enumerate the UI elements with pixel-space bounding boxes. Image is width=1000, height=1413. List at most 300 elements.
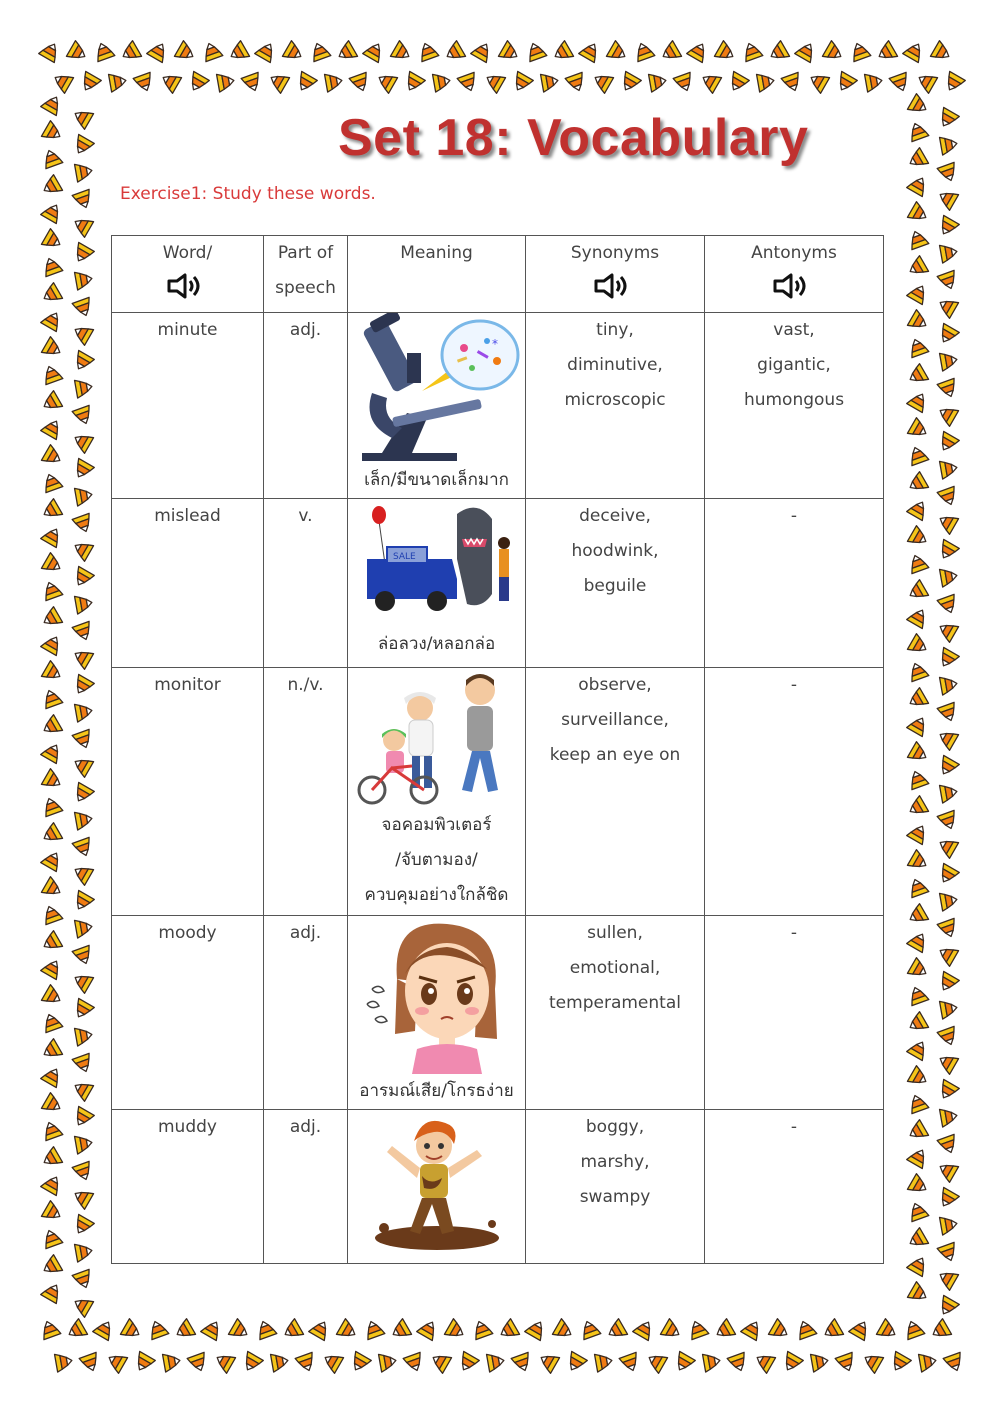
candy-corn-icon	[907, 498, 931, 521]
pos-cell	[264, 1110, 348, 1264]
candy-corn-icon	[781, 72, 803, 93]
candy-corn-icon	[907, 742, 930, 766]
candy-corn-icon	[40, 579, 62, 600]
table-row	[112, 1110, 884, 1264]
candy-corn-icon	[71, 350, 95, 373]
synonym: marshy,	[580, 1152, 650, 1172]
candy-corn-icon	[906, 552, 928, 573]
candy-corn-icon	[402, 71, 426, 94]
candy-corn-icon	[936, 863, 960, 886]
candy-corn-icon	[362, 1318, 384, 1339]
candy-corn-icon	[41, 957, 65, 980]
candy-corn-icon	[72, 405, 94, 426]
synonym: sullen,	[587, 923, 643, 943]
synonym: boggy,	[585, 1117, 645, 1137]
candy-corn-icon	[71, 1106, 95, 1129]
moody-girl-picture	[357, 919, 517, 1074]
candy-corn-icon	[105, 1350, 128, 1374]
synonym: observe,	[578, 675, 652, 695]
candy-corn-icon	[41, 1281, 65, 1304]
antonym: -	[790, 1117, 798, 1137]
candy-corn-icon	[40, 499, 63, 523]
candy-corn-icon	[470, 1318, 492, 1339]
candy-corn-icon	[71, 538, 94, 562]
candy-corn-icon	[66, 41, 89, 65]
candy-corn-icon	[40, 1039, 63, 1063]
candy-corn-icon	[714, 41, 737, 65]
candy-corn-icon	[75, 702, 94, 723]
exercise-instruction: Exercise1: Study these words.	[120, 184, 376, 204]
candy-corn-icon	[768, 1319, 791, 1343]
candy-corn-icon	[255, 40, 279, 63]
candy-corn-icon	[349, 72, 371, 93]
candy-corn-icon	[38, 1318, 60, 1339]
candy-corn-icon	[187, 1352, 209, 1373]
meaning-cell	[348, 499, 526, 668]
candy-corn-icon	[71, 1078, 94, 1102]
candy-corn-icon	[72, 189, 94, 210]
pos-cell	[264, 313, 348, 499]
candy-corn-icon	[940, 243, 959, 264]
candy-corn-icon	[849, 1318, 873, 1341]
svg-text:SALE: SALE	[392, 552, 416, 562]
candy-corn-icon	[767, 41, 790, 65]
candy-corn-icon	[936, 1159, 959, 1183]
candy-corn-icon	[524, 40, 546, 61]
candy-corn-icon	[936, 1051, 959, 1075]
microscope-picture	[352, 313, 522, 463]
candy-corn-icon	[93, 1318, 117, 1341]
synonym: microscopic	[564, 390, 666, 410]
candy-corn-icon	[41, 741, 65, 764]
candy-corn-icon	[907, 930, 931, 953]
candy-corn-icon	[595, 1352, 614, 1373]
header-meaning-label: Meaning	[400, 243, 473, 263]
candy-corn-icon	[649, 72, 668, 93]
candy-corn-icon	[564, 1351, 588, 1374]
candy-corn-icon	[429, 1350, 452, 1374]
candy-corn-icon	[240, 1351, 264, 1374]
word-cell	[112, 916, 264, 1110]
antonym: humongous	[743, 390, 845, 410]
candy-corn-icon	[907, 714, 931, 737]
candy-corn-icon	[267, 70, 290, 94]
candy-corn-icon	[79, 1352, 101, 1373]
candy-corn-icon	[65, 1319, 88, 1343]
candy-corn-icon	[336, 1319, 359, 1343]
pos-cell	[264, 668, 348, 916]
candy-corn-icon	[906, 796, 929, 820]
candy-corn-icon	[551, 41, 574, 65]
candy-corn-icon	[727, 1352, 749, 1373]
candy-corn-icon	[741, 1318, 765, 1341]
candy-corn-icon	[41, 1065, 65, 1088]
part-of-speech: n./v.	[287, 675, 324, 695]
candy-corn-icon	[51, 70, 74, 94]
candy-corn-icon	[510, 71, 534, 94]
candy-corn-icon	[578, 1318, 600, 1339]
candy-corn-icon	[41, 121, 64, 145]
synonym: temperamental	[549, 993, 681, 1013]
word-cell	[112, 313, 264, 499]
synonym: swampy	[579, 1187, 651, 1207]
candy-corn-icon	[672, 1351, 696, 1374]
candy-corn-icon	[537, 1350, 560, 1374]
synonym: beguile	[583, 576, 647, 596]
synonyms-cell	[526, 499, 705, 668]
candy-corn-icon	[40, 687, 62, 708]
candy-corn-icon	[936, 1267, 959, 1291]
candy-corn-icon	[389, 1319, 412, 1343]
candy-corn-icon	[41, 849, 65, 872]
candy-corn-icon	[907, 1038, 931, 1061]
candy-corn-icon	[902, 1318, 924, 1339]
candy-corn-icon	[72, 621, 94, 642]
candy-corn-icon	[321, 1350, 344, 1374]
candy-corn-icon	[903, 40, 927, 63]
candy-corn-icon	[795, 40, 819, 63]
candy-corn-icon	[71, 674, 95, 697]
candy-corn-icon	[794, 1318, 816, 1339]
candy-corn-icon	[907, 1146, 931, 1169]
candy-corn-icon	[40, 147, 62, 168]
candy-corn-icon	[936, 511, 959, 535]
candy-corn-icon	[159, 70, 182, 94]
candy-corn-icon	[41, 633, 65, 656]
candy-corn-icon	[940, 675, 959, 696]
table-row	[112, 499, 884, 668]
synonym: keep an eye on	[549, 745, 681, 765]
candy-corn-icon	[72, 837, 94, 858]
candy-corn-icon	[875, 41, 898, 65]
candy-corn-icon	[241, 72, 263, 93]
meaning-thai: ควบคุมอย่างใกล้ชิด	[364, 885, 509, 905]
word: moody	[158, 923, 217, 943]
candy-corn-icon	[907, 390, 931, 413]
candy-corn-icon	[565, 72, 587, 93]
candy-corn-icon	[41, 985, 64, 1009]
candy-corn-icon	[906, 336, 928, 357]
candy-corn-icon	[907, 202, 930, 226]
candy-corn-icon	[163, 1352, 182, 1373]
candy-corn-icon	[937, 594, 959, 615]
candy-corn-icon	[71, 1186, 94, 1210]
synonym: hoodwink,	[571, 541, 659, 561]
candy-corn-icon	[416, 40, 438, 61]
candy-corn-icon	[780, 1351, 804, 1374]
candy-corn-icon	[552, 1319, 575, 1343]
word: monitor	[154, 675, 221, 695]
candy-corn-icon	[403, 1352, 425, 1373]
candy-corn-icon	[929, 1319, 952, 1343]
candy-corn-icon	[41, 769, 64, 793]
candy-corn-icon	[907, 1254, 931, 1277]
candy-corn-icon	[606, 41, 629, 65]
header-antonyms-label: Antonyms	[751, 243, 837, 263]
candy-corn-icon	[71, 458, 95, 481]
candy-corn-icon	[71, 890, 95, 913]
header-synonyms	[526, 236, 705, 313]
candy-corn-icon	[72, 945, 94, 966]
candy-corn-icon	[41, 553, 64, 577]
candy-corn-icon	[78, 71, 102, 94]
candy-corn-icon	[906, 688, 929, 712]
candy-corn-icon	[936, 1079, 960, 1102]
speaker-icon[interactable]	[593, 273, 637, 299]
meaning-cell	[348, 916, 526, 1110]
candy-corn-icon	[605, 1319, 628, 1343]
candy-corn-icon	[525, 1318, 549, 1341]
candy-corn-icon	[40, 1255, 63, 1279]
candy-corn-icon	[41, 1201, 64, 1225]
candy-corn-icon	[822, 41, 845, 65]
candy-corn-icon	[907, 94, 930, 118]
candy-corn-icon	[713, 1319, 736, 1343]
word: mislead	[154, 506, 221, 526]
candy-corn-icon	[703, 1352, 722, 1373]
candy-corn-icon	[942, 71, 966, 94]
candy-corn-icon	[71, 134, 95, 157]
candy-corn-icon	[40, 1119, 62, 1140]
candy-corn-icon	[907, 822, 931, 845]
candy-corn-icon	[907, 174, 931, 197]
candy-corn-icon	[936, 107, 960, 130]
candy-corn-icon	[71, 782, 95, 805]
candy-corn-icon	[487, 1352, 506, 1373]
candy-corn-icon	[930, 41, 953, 65]
candy-corn-icon	[907, 1066, 930, 1090]
candy-corn-icon	[41, 337, 64, 361]
antonyms-cell	[705, 668, 884, 916]
candy-corn-icon	[41, 201, 65, 224]
candy-corn-icon	[936, 1295, 960, 1318]
candy-corn-icon	[940, 459, 959, 480]
candy-corn-icon	[618, 71, 642, 94]
candy-corn-icon	[811, 1352, 830, 1373]
candy-corn-icon	[40, 1147, 63, 1171]
candy-corn-icon	[294, 71, 318, 94]
candy-corn-icon	[906, 228, 928, 249]
candy-corn-icon	[146, 1318, 168, 1339]
candy-corn-icon	[40, 363, 62, 384]
candy-corn-icon	[72, 729, 94, 750]
candy-corn-icon	[325, 72, 344, 93]
synonyms-cell	[526, 916, 705, 1110]
candy-corn-icon	[660, 1319, 683, 1343]
candy-corn-icon	[865, 72, 884, 93]
candy-corn-icon	[906, 768, 928, 789]
candy-corn-icon	[907, 1282, 930, 1306]
candy-corn-icon	[888, 1351, 912, 1374]
speaker-icon[interactable]	[772, 273, 816, 299]
header-pos-line2: speech	[275, 278, 336, 298]
candy-corn-icon	[71, 754, 94, 778]
candy-corn-icon	[75, 810, 94, 831]
candy-corn-icon	[937, 378, 959, 399]
candy-corn-icon	[936, 539, 960, 562]
candy-corn-icon	[71, 862, 94, 886]
candy-corn-icon	[72, 297, 94, 318]
header-word	[112, 236, 264, 313]
candy-corn-icon	[75, 162, 94, 183]
candy-corn-icon	[40, 391, 63, 415]
candy-corn-icon	[726, 71, 750, 94]
candy-corn-icon	[659, 41, 682, 65]
pos-cell	[264, 916, 348, 1110]
candy-corn-icon	[335, 41, 358, 65]
candy-corn-icon	[308, 40, 330, 61]
candy-corn-icon	[876, 1319, 899, 1343]
table-row	[112, 668, 884, 916]
candy-corn-icon	[309, 1318, 333, 1341]
candy-corn-icon	[907, 850, 930, 874]
antonym: vast,	[773, 320, 815, 340]
candy-corn-icon	[757, 72, 776, 93]
speaker-icon[interactable]	[166, 273, 210, 299]
candy-corn-icon	[41, 417, 65, 440]
candy-corn-icon	[937, 1242, 959, 1263]
candy-corn-icon	[936, 619, 959, 643]
candy-corn-icon	[40, 471, 62, 492]
candy-corn-icon	[936, 323, 960, 346]
candy-corn-icon	[940, 1215, 959, 1236]
candy-corn-icon	[40, 903, 62, 924]
candy-corn-icon	[75, 918, 94, 939]
candy-corn-icon	[937, 702, 959, 723]
vocabulary-table	[111, 235, 884, 1264]
candy-corn-icon	[835, 1352, 857, 1373]
candy-corn-icon	[75, 378, 94, 399]
candy-corn-icon	[907, 606, 931, 629]
candy-corn-icon	[39, 40, 63, 63]
candy-corn-icon	[132, 1351, 156, 1374]
header-pos-line1: Part of	[277, 243, 334, 263]
candy-corn-icon	[907, 526, 930, 550]
candy-corn-icon	[511, 1352, 533, 1373]
meaning-thai: อารมณ์เสีย/โกรธง่าย	[359, 1081, 514, 1101]
candy-corn-icon	[200, 40, 222, 61]
candy-corn-icon	[40, 1227, 62, 1248]
meaning-thai: ล่อลวง/หลอกล่อ	[377, 634, 496, 654]
word-cell	[112, 499, 264, 668]
candy-corn-icon	[848, 40, 870, 61]
candy-corn-icon	[940, 567, 959, 588]
candy-corn-icon	[41, 445, 64, 469]
candy-corn-icon	[906, 1200, 928, 1221]
candy-corn-icon	[282, 41, 305, 65]
part-of-speech: v.	[298, 506, 313, 526]
candy-corn-icon	[75, 1242, 94, 1263]
antonyms-cell	[705, 1110, 884, 1264]
candy-corn-icon	[834, 71, 858, 94]
candy-corn-icon	[915, 70, 938, 94]
candy-corn-icon	[753, 1350, 776, 1374]
pos-cell	[264, 499, 348, 668]
candy-corn-icon	[907, 310, 930, 334]
candy-corn-icon	[40, 175, 63, 199]
synonyms-cell	[526, 313, 705, 499]
candy-corn-icon	[906, 876, 928, 897]
candy-corn-icon	[363, 40, 387, 63]
candy-corn-icon	[632, 40, 654, 61]
candy-corn-icon	[227, 41, 250, 65]
truck-shark-picture	[357, 499, 517, 627]
header-synonyms-label: Synonyms	[570, 243, 660, 263]
candy-corn-icon	[72, 513, 94, 534]
candy-corn-icon	[228, 1319, 251, 1343]
candy-corn-icon	[71, 430, 94, 454]
candy-corn-icon	[936, 187, 959, 211]
candy-corn-icon	[75, 270, 94, 291]
candy-corn-icon	[936, 727, 959, 751]
candy-corn-icon	[940, 135, 959, 156]
candy-corn-icon	[541, 72, 560, 93]
candy-corn-icon	[936, 403, 959, 427]
candy-corn-icon	[937, 918, 959, 939]
table-header-row	[112, 236, 884, 313]
candy-corn-icon	[271, 1352, 290, 1373]
candy-corn-icon	[906, 1012, 929, 1036]
svg-text:*: *	[491, 337, 498, 351]
meaning-cell	[348, 313, 526, 499]
meaning-thai: จอคอมพิวเตอร์	[381, 815, 492, 835]
candy-corn-icon	[906, 580, 929, 604]
antonym: -	[790, 506, 798, 526]
candy-corn-icon	[940, 783, 959, 804]
word: muddy	[158, 1117, 217, 1137]
candy-corn-icon	[633, 1318, 657, 1341]
candy-corn-icon	[41, 877, 64, 901]
candy-corn-icon	[919, 1352, 938, 1373]
candy-corn-icon	[906, 984, 928, 1005]
candy-corn-icon	[906, 1120, 929, 1144]
candy-corn-icon	[40, 715, 63, 739]
candy-corn-icon	[807, 70, 830, 94]
candy-corn-icon	[72, 1161, 94, 1182]
candy-corn-icon	[433, 72, 452, 93]
synonyms-cell	[526, 668, 705, 916]
candy-corn-icon	[71, 1214, 95, 1237]
candy-corn-icon	[457, 72, 479, 93]
candy-corn-icon	[40, 823, 63, 847]
candy-corn-icon	[254, 1318, 276, 1339]
candy-corn-icon	[120, 1319, 143, 1343]
candy-corn-icon	[498, 41, 521, 65]
candy-corn-icon	[936, 647, 960, 670]
candy-corn-icon	[41, 229, 64, 253]
candy-corn-icon	[55, 1352, 74, 1373]
candy-corn-icon	[936, 215, 960, 238]
candy-corn-icon	[687, 40, 711, 63]
candy-corn-icon	[906, 120, 928, 141]
antonym: -	[790, 675, 798, 695]
candy-corn-icon	[41, 309, 65, 332]
candy-corn-icon	[907, 1174, 930, 1198]
candy-corn-icon	[174, 41, 197, 65]
candy-corn-icon	[937, 1026, 959, 1047]
candy-corn-icon	[936, 295, 959, 319]
antonyms-cell	[705, 916, 884, 1110]
candy-corn-icon	[71, 1294, 94, 1318]
candy-corn-icon	[906, 904, 929, 928]
muddy-boy-picture	[362, 1116, 512, 1256]
candy-corn-icon	[821, 1319, 844, 1343]
candy-corn-icon	[147, 40, 171, 63]
meaning-cell	[348, 668, 526, 916]
synonym: surveillance,	[561, 710, 669, 730]
candy-corn-icon	[907, 418, 930, 442]
candy-corn-icon	[937, 486, 959, 507]
